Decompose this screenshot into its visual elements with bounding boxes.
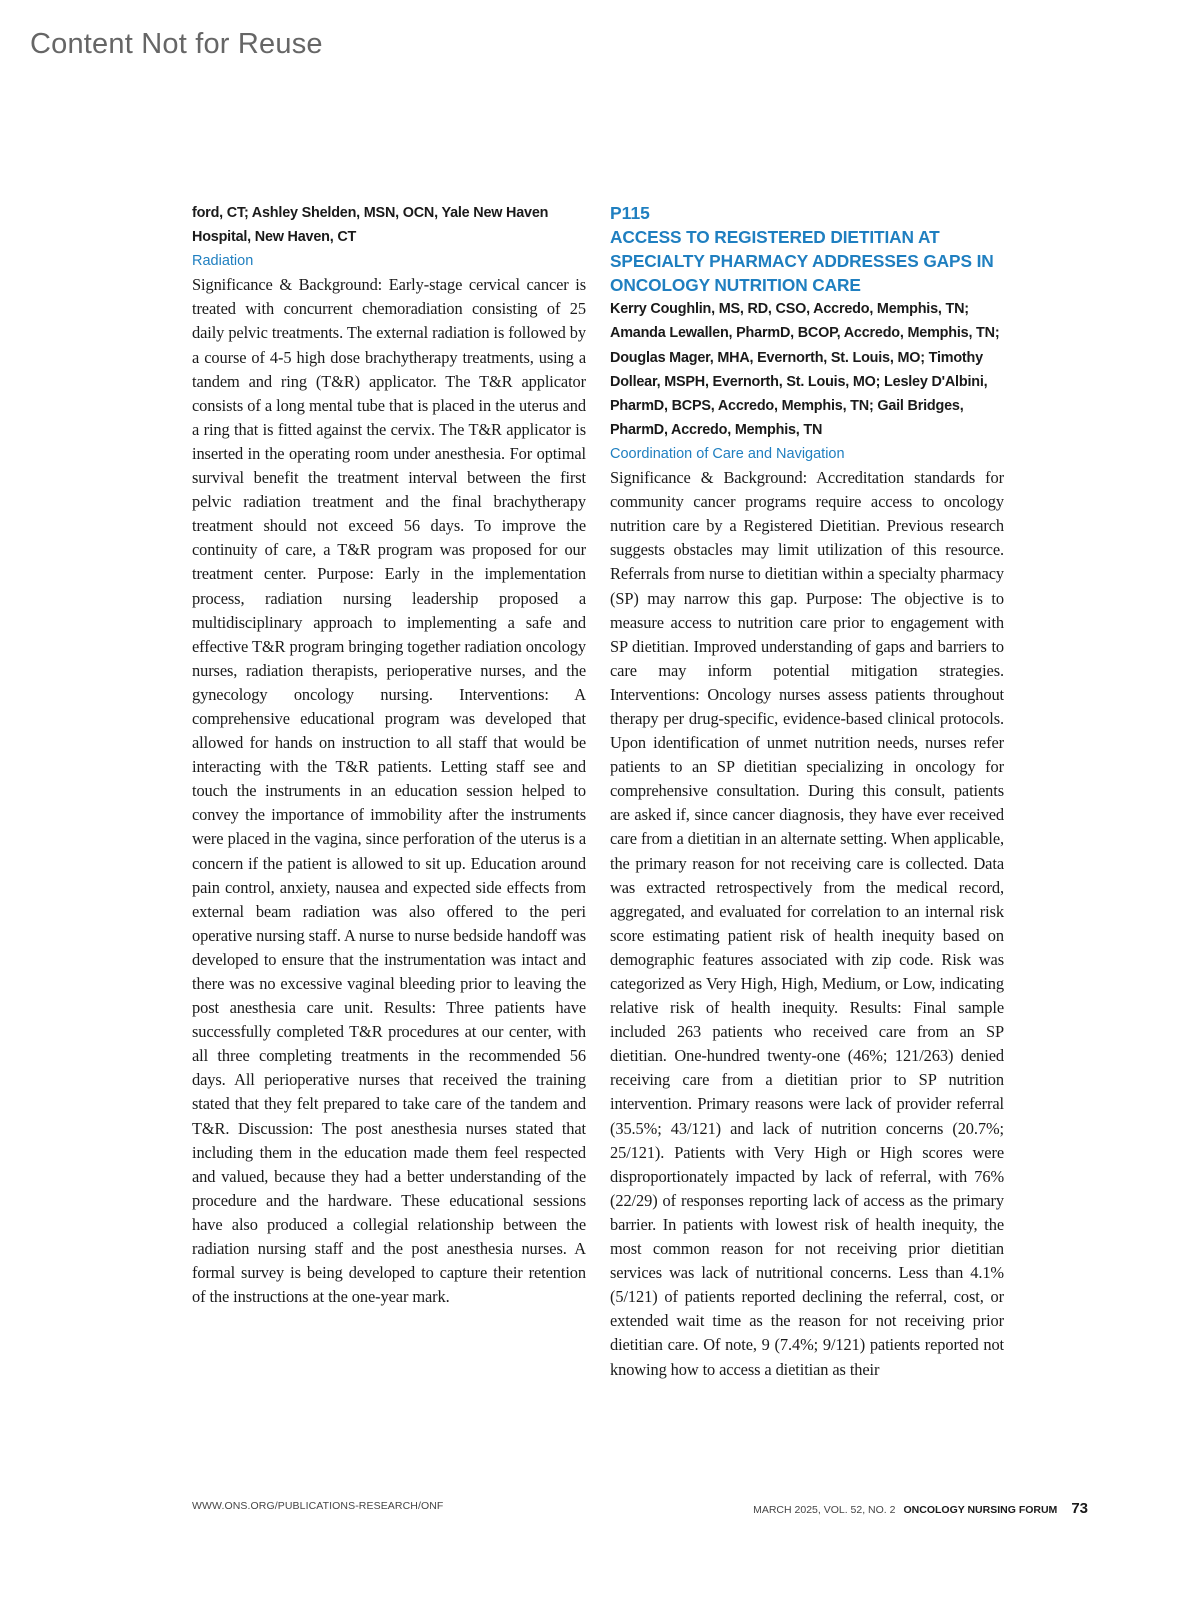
footer-masthead [753, 1500, 1088, 1517]
right-column [610, 201, 1004, 1382]
left-column [192, 201, 586, 1309]
right-abstract-body: Significance & Background: Accreditation standards for community cancer programs require access to oncology nutrition care by a Registered Dietitian. Previous research suggests obstacles may limit utilization of this resource. Referrals from nurse to dietitian within a specialty pharmacy (SP) may narrow this gap. Purpose: The objective is to measure access to nutrition care prior to engagement with SP dietitian. Improved understanding of gaps and barriers to care may inform potential mitigation strategies. Interventions: Oncology nurses assess patients throughout therapy per drug-specific, evidence-based clinical protocols. Upon identification of unmet nutrition needs, nurses refer patients to an SP dietitian specializing in oncology for comprehensive consultation. During this consult, patients are asked if, since cancer diagnosis, they have ever received care from a dietitian in an alternate setting. When applicable, the primary reason for not receiving care is collected. Data was extracted retrospectively from the medical record, aggregated, and evaluated for correlation to an internal risk score estimating patient risk of health inequity based on demographic features associated with zip code. Risk was categorized as Very High, High, Medium, or Low, indicating relative risk of health inequity. Results: Final sample included 263 patients who received care from an SP dietitian. One-hundred twenty-one (46%; 121/263) denied receiving care from a dietitian prior to SP nutrition intervention. Primary reasons were lack of provider referral (35.5%; 43/121) and lack of nutrition concerns (20.7%; 25/121). Patients with Very High or High scores were disproportionately impacted by lack of referral, with 76% (22/29) of responses reporting lack of access as the primary barrier. In patients with lowest risk of health inequity, the most common reason for not receiving prior dietitian services was lack of nutritional concerns. Less than 4.1% (5/121) of patients reported declining the referral, cost, or extended wait time as the reason for not receiving prior dietitian care. Of note, 9 (7.4%; 9/121) patients reported not knowing how to access a dietitian as their [610, 468, 1004, 1379]
page-number: 73 [1071, 1500, 1088, 1517]
footer-url: WWW.ONS.ORG/PUBLICATIONS-RESEARCH/ONF [192, 1500, 444, 1512]
left-authors: ford, CT; Ashley Shelden, MSN, OCN, Yale New Haven Hospital, New Haven, CT [192, 205, 549, 246]
poster-id: P115 [610, 203, 650, 223]
footer-journal-name: ONCOLOGY NURSING FORUM [903, 1504, 1058, 1516]
footer-issue: MARCH 2025, VOL. 52, NO. 2 [753, 1504, 896, 1516]
abstract-title: ACCESS TO REGISTERED DIETITIAN AT SPECIALTY PHARMACY ADDRESSES GAPS IN ONCOLOGY NUTRITION CARE [610, 227, 994, 296]
left-category: Radiation [192, 253, 254, 270]
left-abstract-body: Significance & Background: Early-stage cervical cancer is treated with concurrent chemoradiation consisting of 25 daily pelvic treatments. The external radiation is followed by a course of 4-5 high dose brachytherapy treatments, using a tandem and ring (T&R) applicator. The T&R applicator consists of a long mental tube that is placed in the uterus and a ring that is fitted against the cervix. The T&R applicator is inserted in the operating room under anesthesia. For optimal survival benefit the treatment interval between the first pelvic radiation treatment and the final brachytherapy treatment should not exceed 56 days. To improve the continuity of care, a T&R program was proposed for our treatment center. Purpose: Early in the implementation process, radiation nursing leadership proposed a multidisciplinary approach to implementing a safe and effective T&R program bringing together radiation oncology nurses, radiation therapists, perioperative nurses, and the gynecology oncology nursing. Interventions: A comprehensive educational program was developed that allowed for hands on instruction to all staff that would be interacting with the T&R patients. Letting staff see and touch the instruments in an education session helped to convey the importance of immobility after the instruments were placed in the vagina, since perforation of the uterus is a concern if the patient is allowed to sit up. Education around pain control, anxiety, nausea and expected side effects from external beam radiation was also offered to the peri operative nursing staff. A nurse to nurse bedside handoff was developed to ensure that the instrumentation was intact and there was no excessive vaginal bleeding prior to leaving the post anesthesia care unit. Results: Three patients have successfully completed T&R procedures at our center, with all three completing treatments in the recommended 56 days. All perioperative nurses that received the training stated that they felt prepared to take care of the tandem and T&R. Discussion: The post anesthesia nurses stated that including them in the education made them feel respected and valued, because they had a better understanding of the procedure and the hardware. These educational sessions have also produced a collegial relationship between the radiation nursing staff and the post anesthesia nurses. A formal survey is being developed to capture their retention of the instructions at the one-year mark. [192, 275, 586, 1307]
right-authors: Kerry Coughlin, MS, RD, CSO, Accredo, Memphis, TN; Amanda Lewallen, PharmD, BCOP, Accredo, Memphis, TN; Douglas Mager, MHA, Evernorth, St. Louis, MO; Timothy Dollear, MSPH, Evernorth, St. Louis, MO; Lesley D'Albini, PharmD, BCPS, Accredo, Memphis, TN; Gail Bridges, PharmD, Accredo, Memphis, TN [610, 301, 1000, 438]
watermark: Content Not for Reuse [30, 28, 323, 60]
right-category: Coordination of Care and Navigation [610, 445, 845, 462]
